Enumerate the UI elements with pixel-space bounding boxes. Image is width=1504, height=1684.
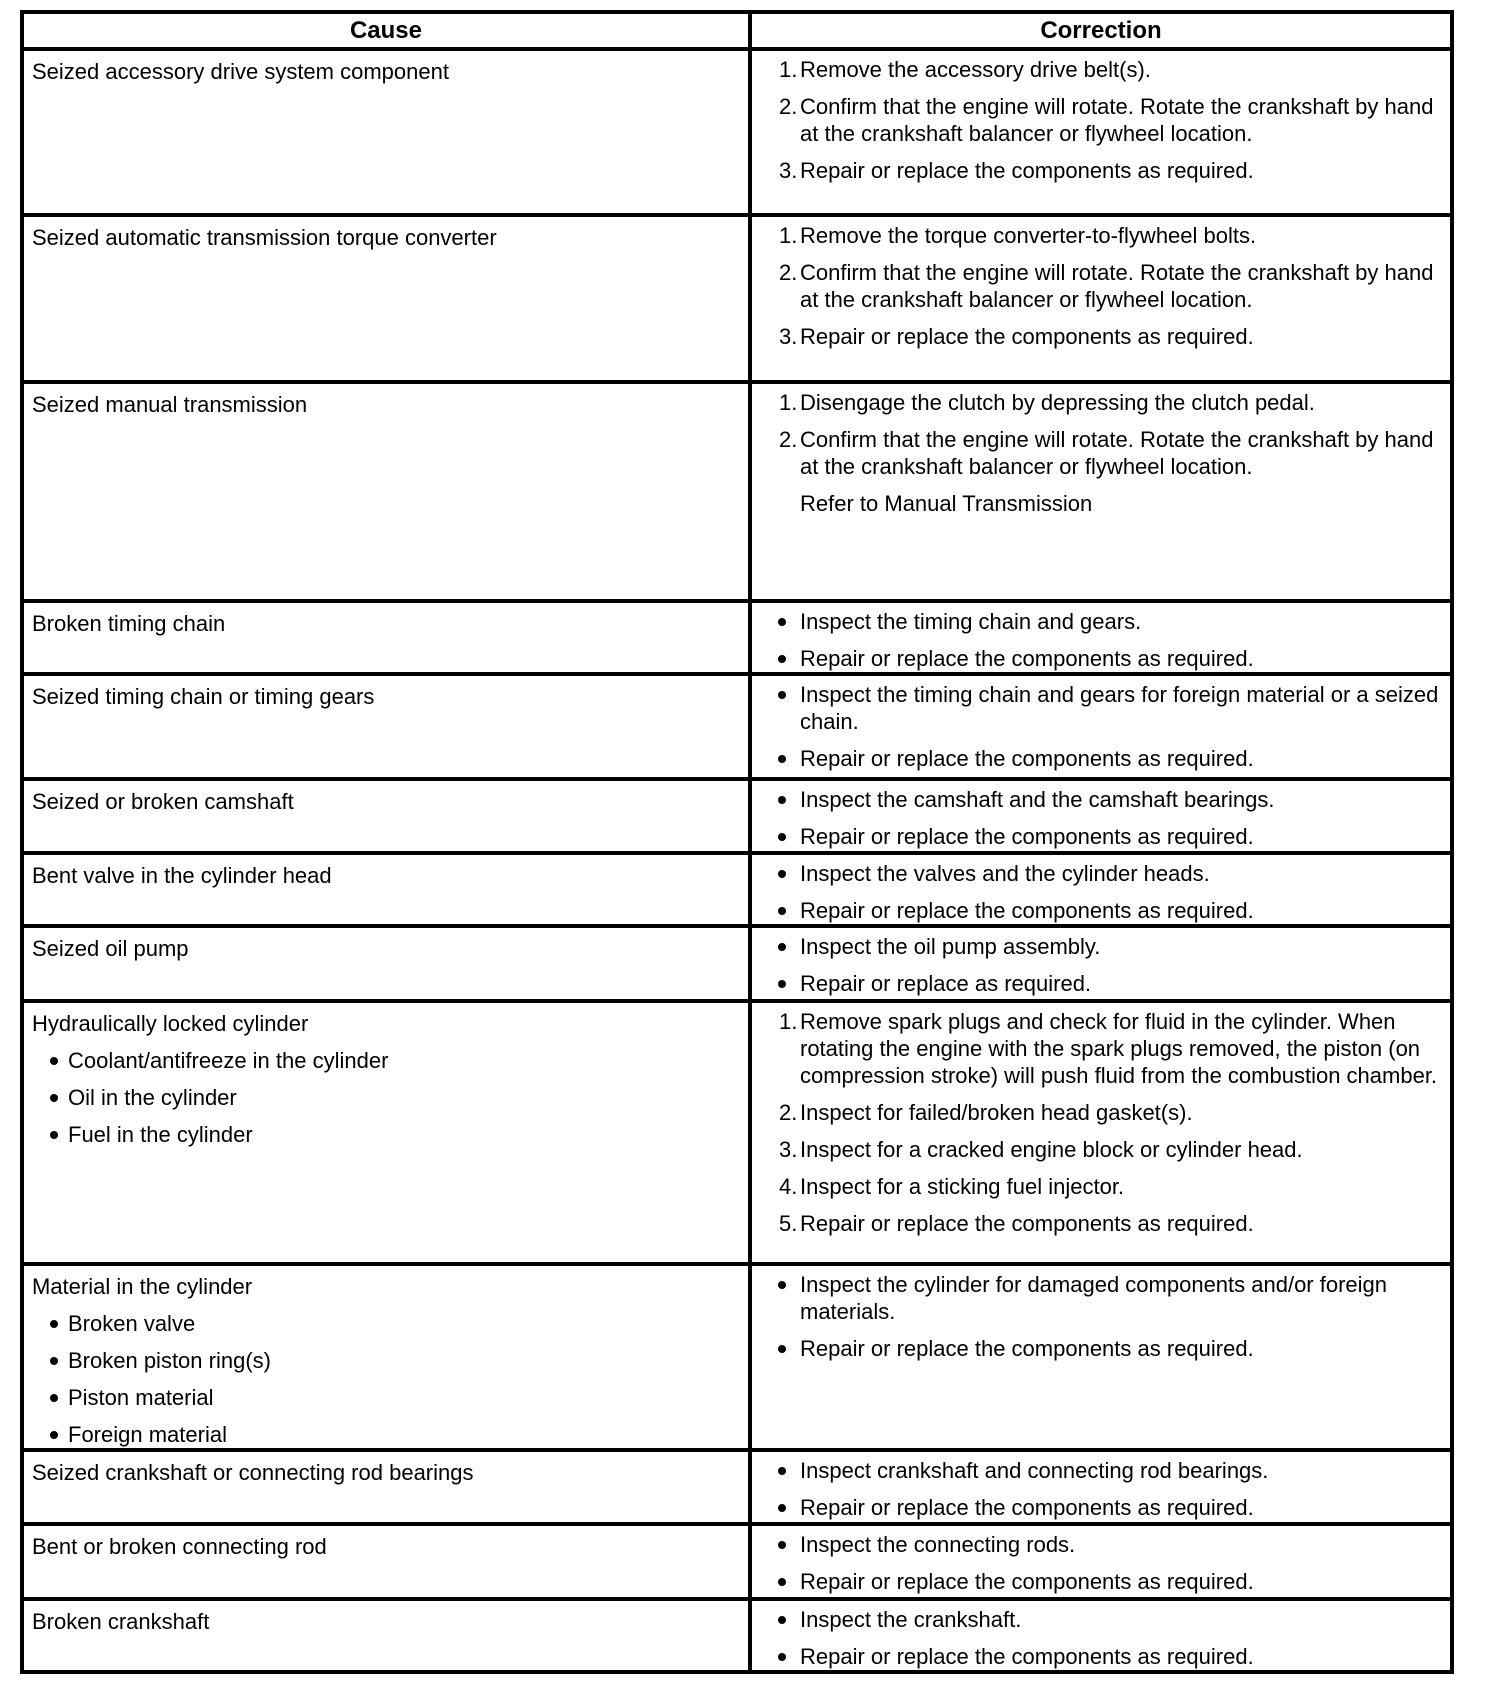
list-number: 1.: [779, 390, 798, 415]
table-row: [22, 382, 1452, 601]
correction-item-text: Inspect for a cracked engine block or cylinder head.: [800, 1137, 1303, 1162]
cause-cell: [22, 1524, 750, 1599]
troubleshooting-table: [20, 10, 1454, 1674]
correction-item: [752, 259, 1440, 313]
cause-sub-item: [32, 1385, 736, 1411]
list-number: 1.: [779, 57, 798, 82]
column-header-correction: Correction: [750, 12, 1452, 49]
bullet-icon: [778, 907, 786, 915]
bullet-icon: [778, 870, 786, 878]
table-row: [22, 215, 1452, 382]
correction-item-text: Refer to Manual Transmission: [800, 491, 1093, 516]
correction-item-text: Disengage the clutch by depressing the clutch pedal.: [800, 390, 1315, 415]
cause-sub-item: [32, 1048, 736, 1074]
correction-item: [752, 1606, 1440, 1633]
correction-cell: [750, 1599, 1452, 1672]
cause-sub-item-text: Piston material: [68, 1385, 214, 1410]
correction-item-text: Inspect crankshaft and connecting rod bearings.: [800, 1458, 1269, 1483]
table-row: [22, 1264, 1452, 1450]
list-number: 2.: [779, 260, 798, 285]
troubleshooting-table-body: [22, 49, 1452, 1672]
cause-title: Bent or broken connecting rod: [32, 1534, 327, 1559]
table-row: [22, 49, 1452, 215]
bullet-icon: [778, 796, 786, 804]
bullet-icon: [778, 1578, 786, 1586]
table-row: [22, 926, 1452, 1001]
bullet-icon: [778, 655, 786, 663]
correction-item: [752, 323, 1440, 350]
cause-sub-item-text: Fuel in the cylinder: [68, 1122, 253, 1147]
correction-item-text: Inspect the camshaft and the camshaft bearings.: [800, 787, 1275, 812]
bullet-icon: [778, 1616, 786, 1624]
cause-sub-item: [32, 1085, 736, 1111]
cause-sub-item-text: Broken piston ring(s): [68, 1348, 271, 1373]
correction-item: [752, 970, 1440, 997]
cause-sub-item: [32, 1422, 736, 1448]
list-number: 5.: [779, 1211, 798, 1236]
correction-item-text: Inspect for a sticking fuel injector.: [800, 1174, 1125, 1199]
table-row: [22, 1450, 1452, 1524]
header-row: [22, 12, 1452, 49]
cause-title: Seized automatic transmission torque converter: [32, 225, 497, 250]
cause-cell: [22, 1599, 750, 1672]
correction-cell: [750, 779, 1452, 853]
correction-cell: [750, 1450, 1452, 1524]
correction-item-text: Repair or replace the components as required.: [800, 1644, 1254, 1669]
correction-item: [752, 823, 1440, 850]
correction-item: [752, 645, 1440, 672]
cause-title: Seized or broken camshaft: [32, 789, 294, 814]
list-number: 3.: [779, 324, 798, 349]
correction-item-text: Confirm that the engine will rotate. Rotate the crankshaft by hand at the crankshaft balancer or flywheel location.: [800, 427, 1434, 479]
bullet-icon: [50, 1094, 58, 1102]
correction-item: [752, 157, 1440, 184]
cause-cell: [22, 926, 750, 1001]
cause-cell: [22, 1264, 750, 1450]
bullet-icon: [778, 1541, 786, 1549]
bullet-icon: [778, 755, 786, 763]
cause-title: Seized timing chain or timing gears: [32, 684, 375, 709]
correction-cell: [750, 674, 1452, 779]
correction-item-text: Repair or replace the components as required.: [800, 824, 1254, 849]
correction-item: [752, 426, 1440, 480]
correction-item-text: Repair or replace the components as required.: [800, 158, 1254, 183]
correction-item-text: Repair or replace the components as required.: [800, 1211, 1254, 1236]
correction-cell: [750, 215, 1452, 382]
correction-item: [752, 1494, 1440, 1521]
correction-item-text: Repair or replace the components as required.: [800, 1336, 1254, 1361]
correction-cell: [750, 1264, 1452, 1450]
list-number: 4.: [779, 1174, 798, 1199]
correction-item: [752, 1643, 1440, 1670]
cause-sub-item-text: Coolant/antifreeze in the cylinder: [68, 1048, 389, 1073]
bullet-icon: [778, 1345, 786, 1353]
cause-cell: [22, 215, 750, 382]
table-row: [22, 779, 1452, 853]
correction-cell: [750, 382, 1452, 601]
correction-item-text: Inspect the timing chain and gears for foreign material or a seized chain.: [800, 682, 1439, 734]
correction-item: [752, 1457, 1440, 1484]
list-number: 2.: [779, 94, 798, 119]
cause-title: Material in the cylinder: [32, 1274, 253, 1299]
correction-item-text: Confirm that the engine will rotate. Rotate the crankshaft by hand at the crankshaft balancer or flywheel location.: [800, 94, 1434, 146]
correction-item: [752, 1008, 1440, 1089]
correction-item: [752, 1099, 1440, 1126]
cause-sub-item: [32, 1348, 736, 1374]
column-header-cause: Cause: [22, 12, 750, 49]
correction-item: [752, 897, 1440, 924]
correction-item-text: Inspect for failed/broken head gasket(s).: [800, 1100, 1193, 1125]
correction-item: [752, 681, 1440, 735]
cause-cell: [22, 49, 750, 215]
correction-item: [752, 860, 1440, 887]
correction-item: [752, 490, 1440, 517]
correction-item: [752, 1335, 1440, 1362]
table-row: [22, 1001, 1452, 1264]
list-number: 1.: [779, 1009, 798, 1034]
correction-item-text: Repair or replace the components as required.: [800, 898, 1254, 923]
table-row: [22, 853, 1452, 926]
bullet-icon: [778, 1281, 786, 1289]
correction-cell: [750, 1001, 1452, 1264]
correction-item: [752, 1531, 1440, 1558]
bullet-icon: [778, 618, 786, 626]
correction-cell: [750, 1524, 1452, 1599]
correction-item-text: Repair or replace as required.: [800, 971, 1092, 996]
correction-item-text: Repair or replace the components as required.: [800, 1495, 1254, 1520]
correction-item-text: Remove spark plugs and check for fluid in the cylinder. When rotating the engine with the spark plugs removed, the piston (on compression stroke) will push fluid from the combustion chamber.: [800, 1009, 1438, 1088]
bullet-icon: [50, 1320, 58, 1328]
bullet-icon: [778, 1653, 786, 1661]
cause-cell: [22, 601, 750, 674]
cause-sub-item-text: Foreign material: [68, 1422, 227, 1447]
bullet-icon: [778, 833, 786, 841]
bullet-icon: [778, 691, 786, 699]
bullet-icon: [778, 1504, 786, 1512]
correction-item: [752, 1568, 1440, 1595]
correction-item: [752, 786, 1440, 813]
bullet-icon: [50, 1431, 58, 1439]
correction-item: [752, 56, 1440, 83]
bullet-icon: [778, 980, 786, 988]
table-row: [22, 1524, 1452, 1599]
correction-item-text: Inspect the oil pump assembly.: [800, 934, 1101, 959]
correction-item-text: Remove the torque converter-to-flywheel bolts.: [800, 223, 1257, 248]
correction-item: [752, 745, 1440, 772]
correction-item-text: Inspect the connecting rods.: [800, 1532, 1076, 1557]
cause-title: Seized manual transmission: [32, 392, 308, 417]
correction-item: [752, 389, 1440, 416]
bullet-icon: [778, 943, 786, 951]
correction-item: [752, 93, 1440, 147]
cause-cell: [22, 779, 750, 853]
list-number: 3.: [779, 1137, 798, 1162]
cause-title: Seized crankshaft or connecting rod bearings: [32, 1460, 474, 1485]
cause-sub-item: [32, 1122, 736, 1148]
list-number: 3.: [779, 158, 798, 183]
cause-title: Bent valve in the cylinder head: [32, 863, 332, 888]
correction-item: [752, 1210, 1440, 1237]
cause-title: Broken timing chain: [32, 611, 226, 636]
correction-item: [752, 608, 1440, 635]
bullet-icon: [50, 1394, 58, 1402]
cause-title: Seized oil pump: [32, 936, 189, 961]
cause-cell: [22, 1450, 750, 1524]
correction-item-text: Confirm that the engine will rotate. Rotate the crankshaft by hand at the crankshaft balancer or flywheel location.: [800, 260, 1434, 312]
list-number: 2.: [779, 427, 798, 452]
correction-item: [752, 933, 1440, 960]
cause-sub-item-text: Oil in the cylinder: [68, 1085, 237, 1110]
cause-cell: [22, 674, 750, 779]
bullet-icon: [50, 1057, 58, 1065]
bullet-icon: [50, 1131, 58, 1139]
cause-sub-item: [32, 1311, 736, 1337]
correction-cell: [750, 926, 1452, 1001]
correction-item-text: Inspect the cylinder for damaged components and/or foreign materials.: [800, 1272, 1388, 1324]
correction-item-text: Repair or replace the components as required.: [800, 324, 1254, 349]
correction-item: [752, 1136, 1440, 1163]
correction-item-text: Remove the accessory drive belt(s).: [800, 57, 1151, 82]
cause-title: Seized accessory drive system component: [32, 59, 449, 84]
list-number: 2.: [779, 1100, 798, 1125]
cause-cell: [22, 1001, 750, 1264]
correction-item: [752, 222, 1440, 249]
list-number: 1.: [779, 223, 798, 248]
correction-cell: [750, 49, 1452, 215]
correction-cell: [750, 853, 1452, 926]
correction-item: [752, 1271, 1440, 1325]
correction-item-text: Inspect the crankshaft.: [800, 1607, 1022, 1632]
correction-item-text: Inspect the valves and the cylinder heads.: [800, 861, 1210, 886]
correction-item-text: Repair or replace the components as required.: [800, 1569, 1254, 1594]
correction-item-text: Repair or replace the components as required.: [800, 646, 1254, 671]
cause-cell: [22, 382, 750, 601]
correction-item: [752, 1173, 1440, 1200]
cause-title: Hydraulically locked cylinder: [32, 1011, 309, 1036]
cause-sub-item-text: Broken valve: [68, 1311, 196, 1336]
table-row: [22, 674, 1452, 779]
table-row: [22, 1599, 1452, 1672]
correction-item-text: Inspect the timing chain and gears.: [800, 609, 1142, 634]
bullet-icon: [778, 1467, 786, 1475]
bullet-icon: [50, 1357, 58, 1365]
correction-cell: [750, 601, 1452, 674]
cause-title: Broken crankshaft: [32, 1609, 210, 1634]
correction-item-text: Repair or replace the components as required.: [800, 746, 1254, 771]
cause-cell: [22, 853, 750, 926]
table-row: [22, 601, 1452, 674]
